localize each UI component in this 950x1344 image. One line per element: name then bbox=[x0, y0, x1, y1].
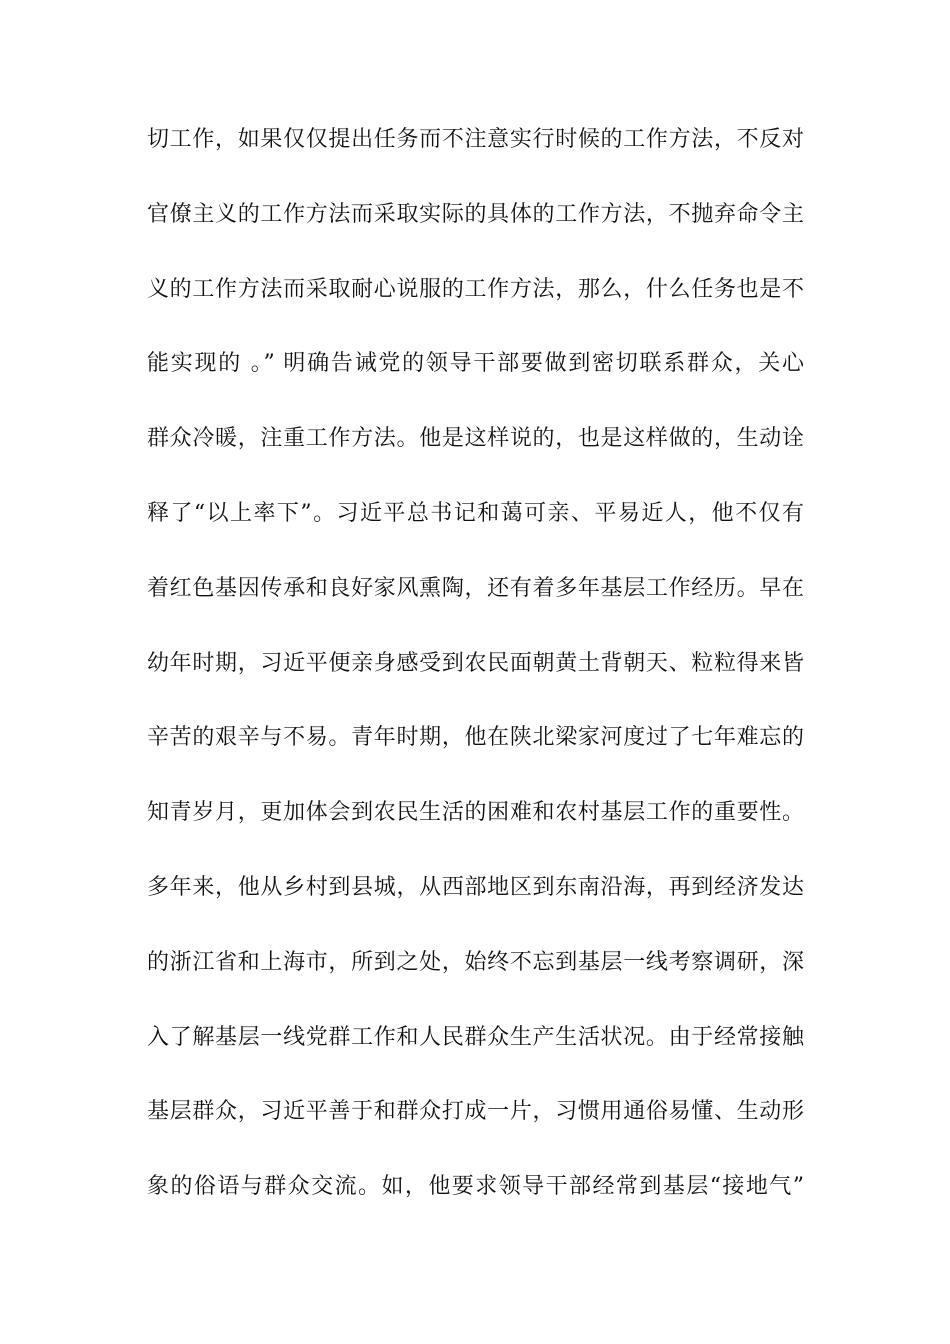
text-line: 官僚主义的工作方法而采取实际的具体的工作方法，不抛弃命令主 bbox=[147, 201, 804, 227]
text-line: 入了解基层一线党群工作和人民群众生产生活状况。由于经常接触 bbox=[147, 1024, 804, 1050]
text-line: 切工作，如果仅仅提出任务而不注意实行时候的工作方法，不反对 bbox=[147, 127, 804, 152]
text-line: 着红色基因传承和良好家风熏陶，还有着多年基层工作经历。早在 bbox=[147, 575, 804, 601]
text-line: 义的工作方法而采取耐心说服的工作方法，那么，什么任务也是不 bbox=[147, 276, 804, 302]
text-line: 辛苦的艰辛与不易。青年时期，他在陕北梁家河度过了七年难忘的 bbox=[147, 725, 804, 751]
text-line: 的浙江省和上海市，所到之处，始终不忘到基层一线考察调研，深 bbox=[147, 949, 804, 975]
text-line: 释了“以上率下”。习近平总书记和蔼可亲、平易近人，他不仅有 bbox=[147, 500, 804, 526]
text-line: 群众冷暖，注重工作方法。他是这样说的，也是这样做的，生动诠 bbox=[147, 426, 804, 452]
text-line: 多年来，他从乡村到县城，从西部地区到东南沿海，再到经济发达 bbox=[147, 874, 804, 900]
text-line: 象的俗语与群众交流。如，他要求领导干部经常到基层“接地气” bbox=[147, 1174, 804, 1200]
text-line: 幼年时期，习近平便亲身感受到农民面朝黄土背朝天、粒粒得来皆 bbox=[147, 650, 804, 676]
text-line: 知青岁月，更加体会到农民生活的困难和农村基层工作的重要性。 bbox=[147, 800, 804, 826]
document-page bbox=[147, 103, 804, 1225]
text-line: 基层群众，习近平善于和群众打成一片，习惯用通俗易懂、生动形 bbox=[147, 1099, 804, 1125]
text-line: 能实现的 。” 明确告诫党的领导干部要做到密切联系群众，关心 bbox=[147, 351, 804, 377]
